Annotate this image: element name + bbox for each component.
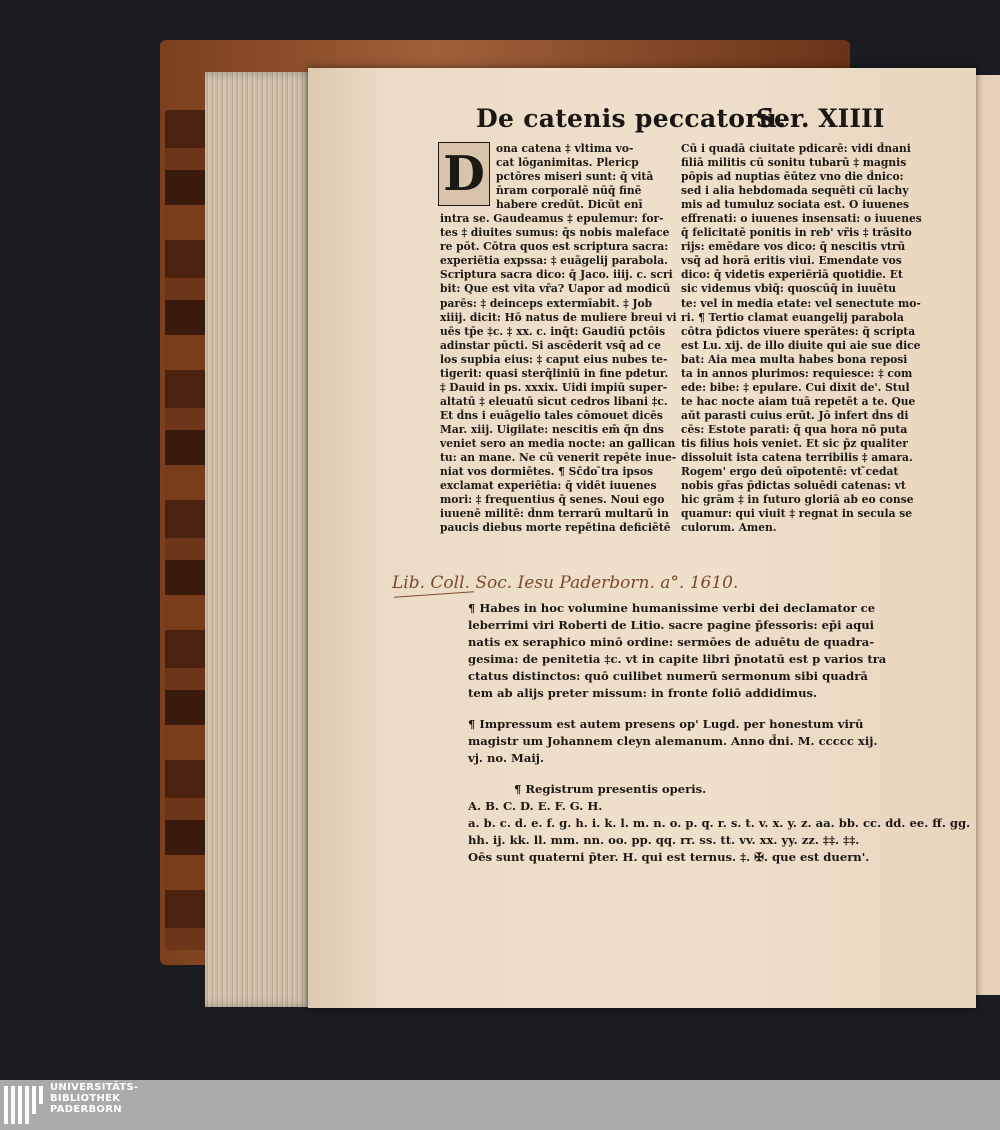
colophon-line: gesima: de penitetia ‡c. vt in capite libri p̄notatū est p varios tra <box>468 652 887 666</box>
initial-letter: D <box>443 146 485 202</box>
handwritten-annotation: Lib. Coll. Soc. Iesu Paderborn. a°. 1610. <box>392 573 739 593</box>
text-line: Mar. xiij. Uigilate: nescitis em̄ q̄n d̄ns <box>440 422 664 436</box>
text-line: ‡ Dauid in ps. xxxix. Uidi impiū super- <box>440 380 668 394</box>
text-line: niat vos dormiētes. ¶ Sc̄do ̄tra ipsos <box>440 465 654 479</box>
text-line: est Lu. xij. de illo diuite qui aie sue dice <box>681 338 921 352</box>
text-line: hic grām ‡ in futuro gloriā ab eo conse <box>681 493 914 507</box>
text-line: tes ‡ diuites sumus: q̄s nobis maleface <box>440 226 670 240</box>
text-line: re pōt. Cōtra quos est scriptura sacra: <box>440 240 669 254</box>
text-line: Cū i quadā ciuitate pdicarē: vidi d̄nani <box>681 142 911 155</box>
text-line: ri. ¶ Tertio clamat euangelij parabola <box>681 310 904 324</box>
library-name-line1: UNIVERSITÄTS- <box>50 1082 139 1093</box>
right-text-column <box>681 142 943 535</box>
text-line: adinstar pūcti. Si ascēderit vsq̄ ad ce <box>440 338 661 352</box>
text-line: paucis diebus morte repētina deficiētē <box>440 521 671 535</box>
printed-page <box>308 68 976 1008</box>
text-line: ede: bibe: ‡ epulare. Cui dixit de'. Stul <box>681 380 910 394</box>
text-line: vsq̄ ad horā eritis viui. Emendate vos <box>681 254 902 268</box>
library-logo-icon <box>4 1086 44 1124</box>
text-line: dico: q̄ videtis experiēriā quotidie. Et <box>681 268 903 282</box>
text-line: cat lōganimitas. Plericp <box>496 156 639 170</box>
text-line: n̄ram corporalē nūq̄ finē <box>496 184 642 198</box>
text-line: exclamat experiētia: q̄ vidēt iuuenes <box>440 479 657 493</box>
text-line: Rogem' ergo deū oīpotentē: vt ̄cedat <box>681 465 899 479</box>
text-line: cēs: Estote parati: q̄ qua hora nō puta <box>681 422 908 436</box>
text-line: habere credūt. Dicūt enī <box>496 198 643 212</box>
text-line: sed i alia hebdomada sequēti cū lachy <box>681 184 909 198</box>
colophon-line: tem ab alijs preter missum: in fronte foliō addidimus. <box>468 686 818 700</box>
text-line: cōtra p̄dictos viuere sperātes: q̄ scripta <box>681 324 916 338</box>
text-line: te hac nocte aiam tuā repetēt a te. Que <box>681 394 916 408</box>
register-line: a. b. c. d. e. f. g. h. i. k. l. m. n. o. p. q. r. s. t. v. x. y. z. aa. bb. cc. dd. ee. ff. gg. <box>468 816 971 830</box>
text-line: mori: ‡ frequentius q̄ senes. Noui ego <box>440 493 665 507</box>
text-line: experiētia expssa: ‡ euāgelij parabola. <box>440 254 668 268</box>
text-line: tigerit: quasi sterq̄liniū in fine pdetur. <box>440 366 669 380</box>
text-line: ta in annos plurimos: requiesce: ‡ com <box>681 366 913 380</box>
text-line: aūt parasti cuius erūt. Jō infert d̄ns di <box>681 408 909 422</box>
text-line: ona catena ‡ vltima vo- <box>496 142 634 155</box>
text-line: tis filius hois veniet. Et sic p̄z qualiter <box>681 436 908 450</box>
imprint-line: vj. no. Maij. <box>468 751 545 765</box>
text-line: bit: Que est vita vr̄a? Uapor ad modicū <box>440 282 671 296</box>
library-name-line2: BIBLIOTHEK <box>50 1093 121 1104</box>
colophon-line: natis ex seraphico minō ordine: sermōes de aduētu de quadra- <box>468 635 875 649</box>
text-line: sic videmus vbiq̄: quoscūq̄ in iuuētu <box>681 282 897 296</box>
text-line: te: vel in media etate: vel senectute mo- <box>681 296 921 310</box>
text-line: quamur: qui viuit ‡ regnat in secula se <box>681 507 913 521</box>
text-line: rijs: emēdare vos dico: q̄ nescitis vtrū <box>681 240 906 254</box>
text-line: los supbia eius: ‡ caput eius nubes te- <box>440 352 668 366</box>
text-line: pōpis ad nuptias ēūtez vno die d̄nico: <box>681 170 904 184</box>
text-line: xiiij. dicit: Hō natus de muliere breui vi <box>440 310 677 324</box>
text-line: filiā militis cū sonitu tubarū ‡ magnis <box>681 156 907 170</box>
text-line: intra se. Gaudeamus ‡ epulemur: for- <box>440 212 664 226</box>
text-line: pctōres miseri sunt: q̄ vitā <box>496 170 654 184</box>
register-line: hh. ij. kk. ll. mm. nn. oo. pp. qq. rr. ss. tt. vv. xx. yy. zz. ‡‡. ‡‡. <box>468 833 860 847</box>
sermon-number: Ser. XIIII <box>756 104 885 133</box>
library-name <box>50 1082 139 1115</box>
text-line: veniet sero an media nocte: an gallican <box>440 436 676 450</box>
text-line: dissoluit ista catena terribilis ‡ amara. <box>681 451 913 465</box>
text-line: altatū ‡ eleuatū sicut cedros libani ‡c. <box>440 394 668 408</box>
text-line: parēs: ‡ deinceps extermīabit. ‡ Job <box>440 296 653 310</box>
text-line: mis ad tumuluz sociata est. O iuuenes <box>681 198 910 212</box>
text-line: effrenati: o iuuenes insensati: o iuuenes <box>681 212 922 226</box>
register-line: Oēs sunt quaterni p̄ter. H. qui est ternus. ‡. ✠. que est duern'. <box>468 850 870 864</box>
text-line: q̄ felicitatē ponitis in reb' vr̄is ‡ trāsito <box>681 226 912 240</box>
left-text-column <box>440 142 702 535</box>
colophon-block <box>468 600 971 880</box>
library-name-line3: PADERBORN <box>50 1104 122 1115</box>
colophon-line: leberrimi viri Roberti de Litio. sacre pagine p̄fessoris: ep̄i aqui <box>468 618 875 632</box>
footer-bar <box>0 1080 1000 1130</box>
text-line: tu: an mane. Ne cū venerit repēte inue- <box>440 451 677 465</box>
page-edges <box>205 72 315 1007</box>
register-line: A. B. C. D. E. F. G. H. <box>468 799 603 813</box>
text-line: iuuenē militē: d̄nm terrarū multarū in <box>440 507 669 521</box>
imprint-line: ¶ Impressum est autem presens op' Lugd. per honestum virū <box>468 717 864 731</box>
text-line: culorum. Amen. <box>681 521 777 535</box>
text-line: nobis gr̄as p̄dictas soluēdi catenas: vt <box>681 479 906 493</box>
text-line: bat: Aia mea multa habes bona reposi <box>681 352 908 366</box>
colophon-line: ¶ Habes in hoc volumine humanissime verbi dei declamator ce <box>468 601 876 615</box>
next-page-edge <box>975 75 1000 995</box>
imprint-line: magistr um Johannem cleyn alemanum. Anno d̄ni. M. ccccc xij. <box>468 734 878 748</box>
register-line: ¶ Registrum presentis operis. <box>514 782 707 796</box>
text-line: Scriptura sacra dico: q̄ Jaco. iiij. c. scri <box>440 268 673 282</box>
colophon-line: ctatus distinctos: quō cuilibet numerū sermonum sibi quadrā <box>468 669 868 683</box>
running-head: De catenis peccatorū. <box>476 104 787 133</box>
text-line: Et d̄ns i euāgelio tales cōmouet dicēs <box>440 408 663 422</box>
text-line: uēs tp̄e ‡c. ‡ xx. c. inq̄t: Gaudiū pctōis <box>440 324 666 338</box>
